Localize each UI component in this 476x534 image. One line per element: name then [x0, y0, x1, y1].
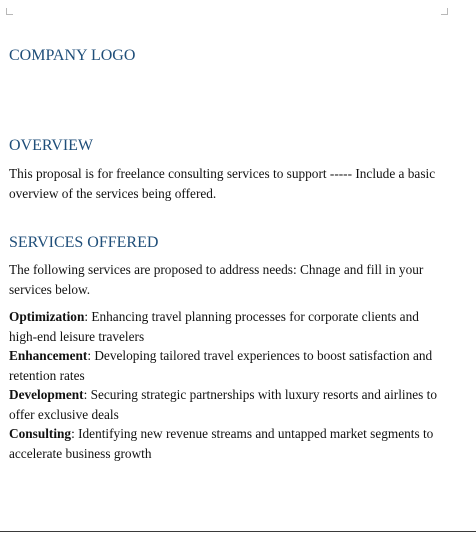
services-heading[interactable]: SERVICES OFFERED [9, 234, 159, 251]
page-bottom-border [0, 531, 476, 532]
service-term: Consulting [9, 426, 72, 441]
service-term: Optimization [9, 309, 85, 324]
company-logo-placeholder[interactable]: COMPANY LOGO [9, 47, 136, 64]
service-term: Enhancement [9, 348, 88, 363]
services-list [9, 307, 447, 463]
service-item-optimization[interactable] [9, 307, 447, 346]
service-item-development[interactable] [9, 385, 447, 424]
service-description: : Developing tailored travel experiences to boost satisfaction and retention rates [9, 348, 433, 383]
margin-corner-mark-top-left [6, 8, 13, 15]
overview-heading[interactable]: OVERVIEW [9, 137, 94, 154]
services-intro-paragraph[interactable]: The following services are proposed to address needs: Chnage and fill in your services below. [9, 262, 424, 297]
service-item-enhancement[interactable] [9, 346, 447, 385]
service-description: : Identifying new revenue streams and untapped market segments to accelerate business growth [9, 426, 434, 461]
service-item-consulting[interactable] [9, 424, 447, 463]
margin-corner-mark-top-right [441, 8, 448, 15]
overview-paragraph[interactable]: This proposal is for freelance consulting services to support ----- Include a basic overview of the services being offered. [9, 166, 436, 201]
service-description: : Enhancing travel planning processes for corporate clients and high-end leisure travelers [9, 309, 419, 344]
service-description: : Securing strategic partnerships with luxury resorts and airlines to offer exclusive deals [9, 387, 437, 422]
service-term: Development [9, 387, 84, 402]
